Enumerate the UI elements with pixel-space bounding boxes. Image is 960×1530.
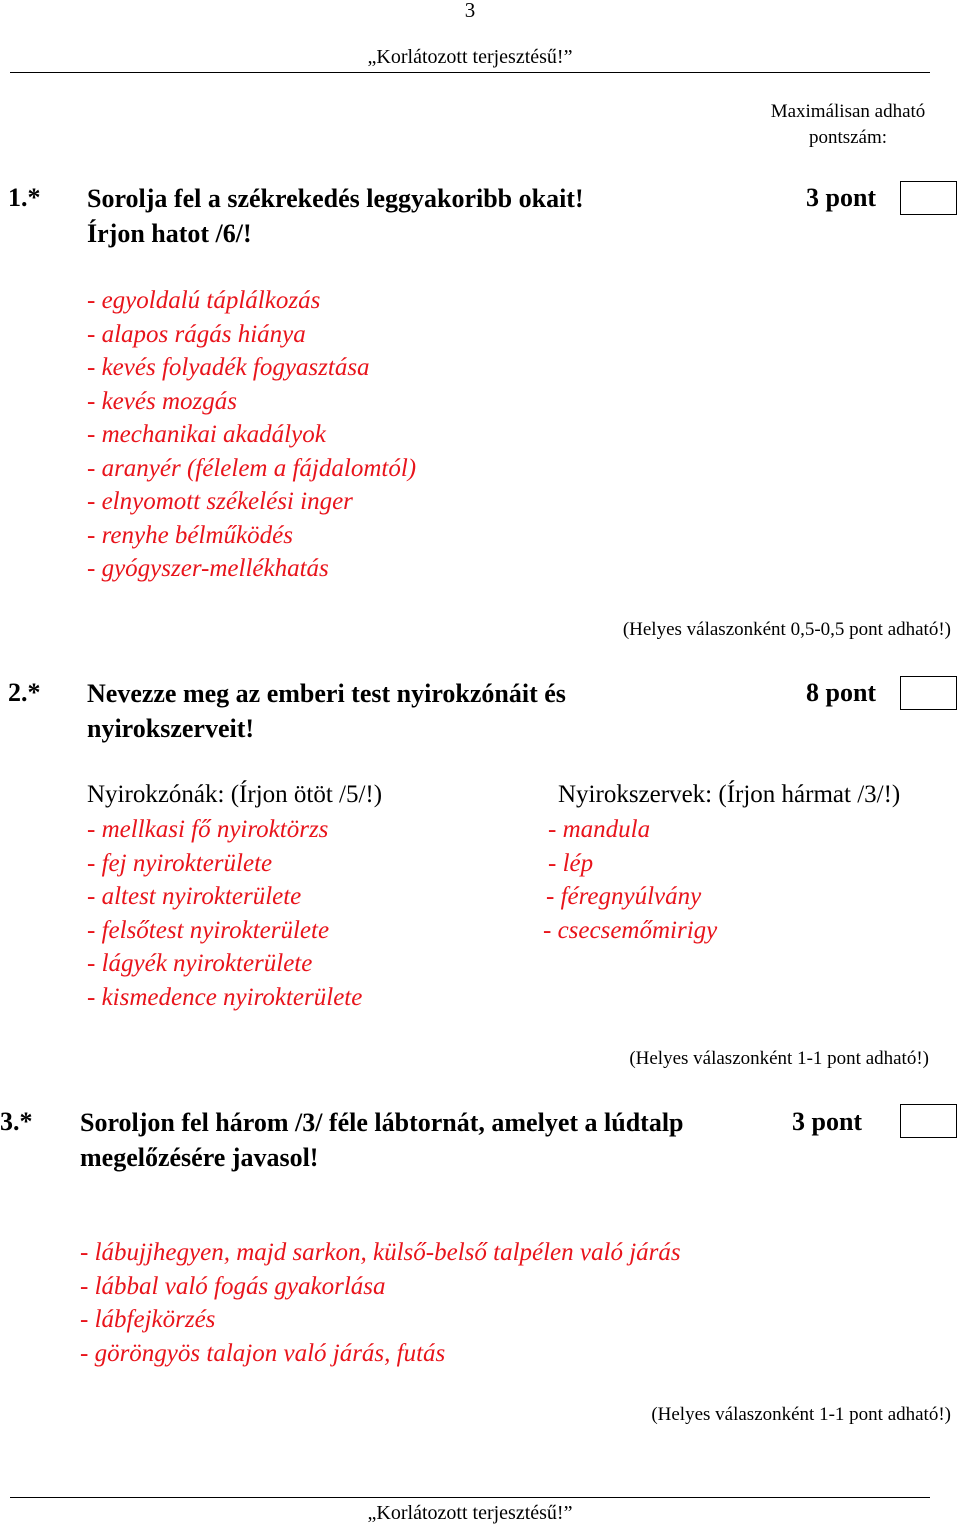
page-footer: „Korlátozott terjesztésű!” bbox=[367, 1502, 573, 1524]
list-item: - lágyék nyirokterülete bbox=[87, 950, 313, 977]
list-item: - kismedence nyirokterülete bbox=[87, 983, 363, 1011]
list-item: - renyhe bélműködés bbox=[87, 521, 293, 549]
page-header: „Korlátozott terjesztésű!” bbox=[367, 46, 573, 68]
list-item: - göröngyös talajon való járás, futás bbox=[80, 1339, 446, 1367]
q2-number: 2.* bbox=[8, 678, 41, 707]
list-item: - gyógyszer-mellékhatás bbox=[87, 555, 329, 582]
list-item: - fej nyirokterülete bbox=[87, 849, 273, 877]
q2-score-box[interactable] bbox=[900, 676, 957, 710]
list-item: - féregnyúlvány bbox=[546, 883, 702, 910]
q2-left-answer-list bbox=[87, 813, 362, 1014]
list-item: - elnyomott székelési inger bbox=[87, 488, 353, 515]
list-item: - csecsemőmirigy bbox=[543, 916, 718, 944]
q1-score-box[interactable] bbox=[900, 181, 957, 215]
page-number: 3 bbox=[464, 0, 476, 22]
q1-text-line2: Írjon hatot /6/! bbox=[87, 219, 252, 248]
q1-points: 3 pont bbox=[806, 183, 877, 212]
list-item: - kevés folyadék fogyasztása bbox=[87, 354, 370, 381]
header-rule bbox=[10, 72, 930, 73]
q2-left-heading: Nyirokzónák: (Írjon ötöt /5/!) bbox=[87, 781, 383, 808]
q3-score-box[interactable] bbox=[900, 1104, 957, 1138]
q1-number: 1.* bbox=[8, 183, 41, 212]
q3-answer-list bbox=[80, 1236, 681, 1370]
q3-points: 3 pont bbox=[792, 1107, 863, 1136]
q1-answer-list bbox=[87, 284, 416, 586]
list-item: - aranyér (félelem a fájdalomtól) bbox=[87, 454, 417, 482]
max-points-label: Maximálisan adható pontszám: bbox=[770, 101, 926, 148]
q2-note: (Helyes válaszonként 1-1 pont adható!) bbox=[629, 1048, 929, 1069]
q3-text-line2: megelőzésére javasol! bbox=[80, 1143, 319, 1172]
list-item: - lábbal való fogás gyakorlása bbox=[80, 1272, 386, 1300]
q1-text-line1: Sorolja fel a székrekedés leggyakoribb okait! bbox=[87, 184, 584, 213]
q3-text bbox=[80, 1105, 684, 1175]
q2-text-line2: nyirokszerveit! bbox=[87, 714, 255, 743]
q2-text-line1: Nevezze meg az emberi test nyirokzónáit és bbox=[87, 679, 566, 708]
q2-points: 8 pont bbox=[806, 678, 877, 707]
list-item: - lép bbox=[548, 849, 594, 877]
list-item: - lábfejkörzés bbox=[80, 1306, 216, 1333]
footer-rule bbox=[10, 1497, 930, 1498]
list-item: - altest nyirokterülete bbox=[87, 883, 302, 910]
q3-text-line1: Soroljon fel három /3/ féle lábtornát, amelyet a lúdtalp bbox=[80, 1108, 684, 1137]
q2-right-answer-list bbox=[543, 813, 718, 947]
list-item: - mandula bbox=[548, 816, 651, 843]
q2-text bbox=[87, 676, 566, 746]
list-item: - alapos rágás hiánya bbox=[87, 320, 306, 348]
q1-text bbox=[87, 181, 584, 251]
q2-right-heading: Nyirokszervek: (Írjon hármat /3/!) bbox=[558, 781, 901, 808]
list-item: - kevés mozgás bbox=[87, 387, 237, 415]
list-item: - mellkasi fő nyiroktörzs bbox=[87, 816, 329, 843]
list-item: - lábujjhegyen, majd sarkon, külső-belső talpélen való járás bbox=[80, 1239, 681, 1266]
list-item: - egyoldalú táplálkozás bbox=[87, 287, 321, 314]
q3-number: 3.* bbox=[0, 1107, 33, 1136]
list-item: - felsőtest nyirokterülete bbox=[87, 916, 330, 944]
q1-note: (Helyes válaszonként 0,5-0,5 pont adható!) bbox=[622, 619, 951, 640]
q3-note: (Helyes válaszonként 1-1 pont adható!) bbox=[651, 1404, 951, 1425]
list-item: - mechanikai akadályok bbox=[87, 421, 326, 448]
